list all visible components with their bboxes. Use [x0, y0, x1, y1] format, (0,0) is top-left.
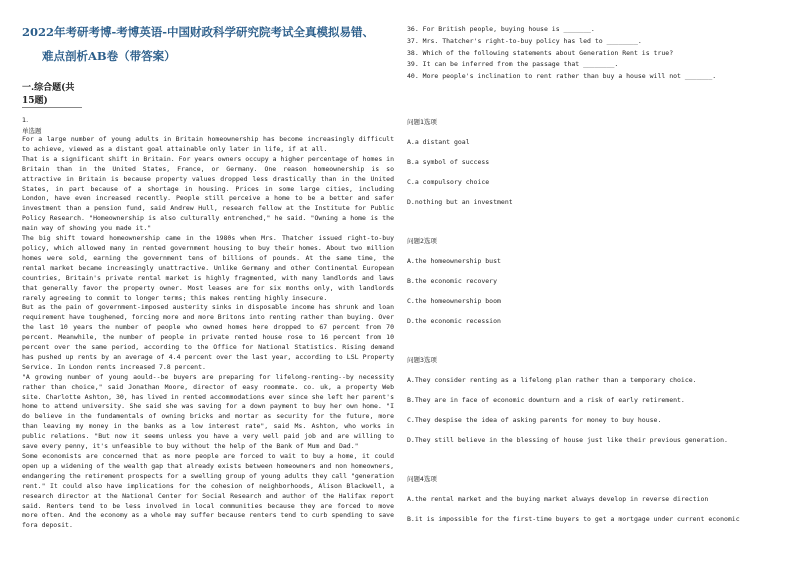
answer-option[interactable]: A.the rental market and the buying market always develop in reverse direction — [407, 494, 709, 503]
answer-option[interactable]: A.They consider renting as a lifelong plan rather than a temporary choice. — [407, 375, 697, 384]
answer-option[interactable]: A.a distant goal — [407, 137, 470, 146]
problem-2 — [407, 236, 787, 325]
left-column — [22, 20, 394, 531]
problem-heading: 问题3选项 — [407, 355, 437, 364]
question-item: 36. For British people, buying house is _______. — [407, 25, 595, 33]
answer-option[interactable]: B.a symbol of success — [407, 157, 490, 166]
document-title-line-1: 2022年考研考博-考博英语-中国财政科学研究院考试全真模拟易错、 — [22, 25, 375, 39]
answer-option[interactable]: B.it is impossible for the first-time buyers to get a mortgage under current economic — [407, 514, 740, 523]
problem-heading: 问题2选项 — [407, 236, 437, 245]
passage-paragraph: "A growing number of young aould--be buyers are preparing for lifelong-renting--by necessity rather than choice," said Jonathan Moore, director of easy roommate. co. uk, a property Web site. Charlotte Ashton, 30, has lived in rented accommodations ever since she left her parent's home to attend university. She said she was saving for a down payment to buy her own home. "I do believe in the fundamentals of owning bricks and mortar as security for the future, more than leaving my money in the banks as a low interest rate", said Ms. Ashton, who works in public relations. "But now it seems unless you have a very well paid job and are willing to save every penny, it's unfeasible to buy without the help of the Bank of Mum and Dad." — [22, 372, 394, 451]
problem-4 — [407, 474, 787, 523]
right-column — [407, 24, 787, 535]
question-item: 40. More people's inclination to rent rather than buy a house will not _______. — [407, 72, 717, 81]
problem-3 — [407, 355, 787, 444]
answer-option[interactable]: C.They despise the idea of asking parents for money to buy house. — [407, 415, 662, 424]
question-item: 37. Mrs. Thatcher's right-to-buy policy has led to ________. — [407, 36, 642, 45]
answer-option[interactable]: D.They still believe in the blessing of house just like their previous generation. — [407, 435, 728, 444]
answer-option[interactable]: C.a compulsory choice — [407, 177, 490, 186]
answer-option[interactable]: D.the economic recession — [407, 316, 501, 325]
passage-paragraph: But as the pain of government-imposed austerity sinks in disposable income has shrunk and loan requirement have toughened, forcing more and more Britons into renting rather than buying. Over the last 10 years the number of people who owned homes here dropped to 67 percent from 70 percent. Meanwhile, the number of people in private rented house rose to 16 percent from 10 percent over the same period, according to the Office for National Statistics. Rising demand has pushed up rents by an average of 4.4 percent over the last year, according to LSL Property Service. In London rents increased 7.8 percent. — [22, 303, 394, 371]
answer-option[interactable]: C.the homeownership boom — [407, 296, 501, 305]
problem-heading: 问题4选项 — [407, 474, 437, 483]
passage-paragraph: Some economists are concerned that as more people are forced to wait to buy a home, it could open up a widening of the wealth gap that already exists between homeowners and non homeowners, endangering the retirement prospects for a swelling group of young adults they call "generation rent." It could also have implications for the cohesion of neighborhoods, Alison Blackwell, a research director at the National Center for Social Research and author of the Halifax report said. Renters tend to be less involved in local communities because they are forced to move more often. And the economy as a whole may suffer because renters tend to curb spending to save fora deposit. — [22, 452, 394, 530]
question-type: 单选题 — [22, 127, 42, 135]
problem-heading: 问题1选项 — [407, 117, 437, 126]
document-title-line-2: 难点剖析AB卷（带答案） — [42, 49, 176, 63]
answer-option[interactable]: B.the economic recovery — [407, 276, 498, 285]
passage-paragraph: That is a significant shift in Britain. For years owners occupy a higher percentage of homes in Britain than in the United States, France, or Germany. One reason homeownership is so attractive in Britain is because property values dropped less drastically than in the United States, in part because of a shortage in housing. Prices in some large cities, including London, have even increased recently. People still perceive a home to be a better and safer investment than a pension fund, said Andrew Hull, research fellow at the Institute for Public Policy Research. "Homeownership is also culturally entrenched," he said. "Owning a home is the main way of showing you made it." — [22, 154, 394, 233]
question-number: 1. — [22, 116, 29, 124]
passage-paragraph: The big shift toward homeownership came in the 1980s when Mrs. Thatcher issued right-to-buy policy, which allowed many in rented government housing to buy their homes. About two million homes were sold, earning the government tens of billions of pounds. At the same time, the rental market became increasingly unattractive. Unlike Germany and other Continental European countries, Britain's private rental market is highly fragmented, with many landlords and laws that generally favor the property owner. Most leases are for six months only, with landlords rarely agreeing to commit to longer terms; this makes renting highly insecure. — [22, 234, 394, 302]
answer-option[interactable]: A.the homeownership bust — [407, 256, 501, 265]
problem-1 — [407, 117, 787, 206]
question-item: 39. It can be inferred from the passage that ________. — [407, 60, 619, 69]
section-heading: 一.综合题(共15题) — [22, 80, 82, 108]
question-item: 38. Which of the following statements about Generation Rent is true? — [407, 48, 674, 57]
passage-paragraph: For a large number of young adults in Britain homeownership has become increasingly difficult to achieve, viewed as a distant goal attainable only later in life, if at all. — [22, 135, 394, 153]
answer-option[interactable]: B.They are in face of economic downturn and a risk of early retirement. — [407, 395, 685, 404]
question-list — [407, 24, 787, 83]
answer-option[interactable]: D.nothing but an investment — [407, 197, 513, 206]
reading-passage — [22, 135, 394, 531]
